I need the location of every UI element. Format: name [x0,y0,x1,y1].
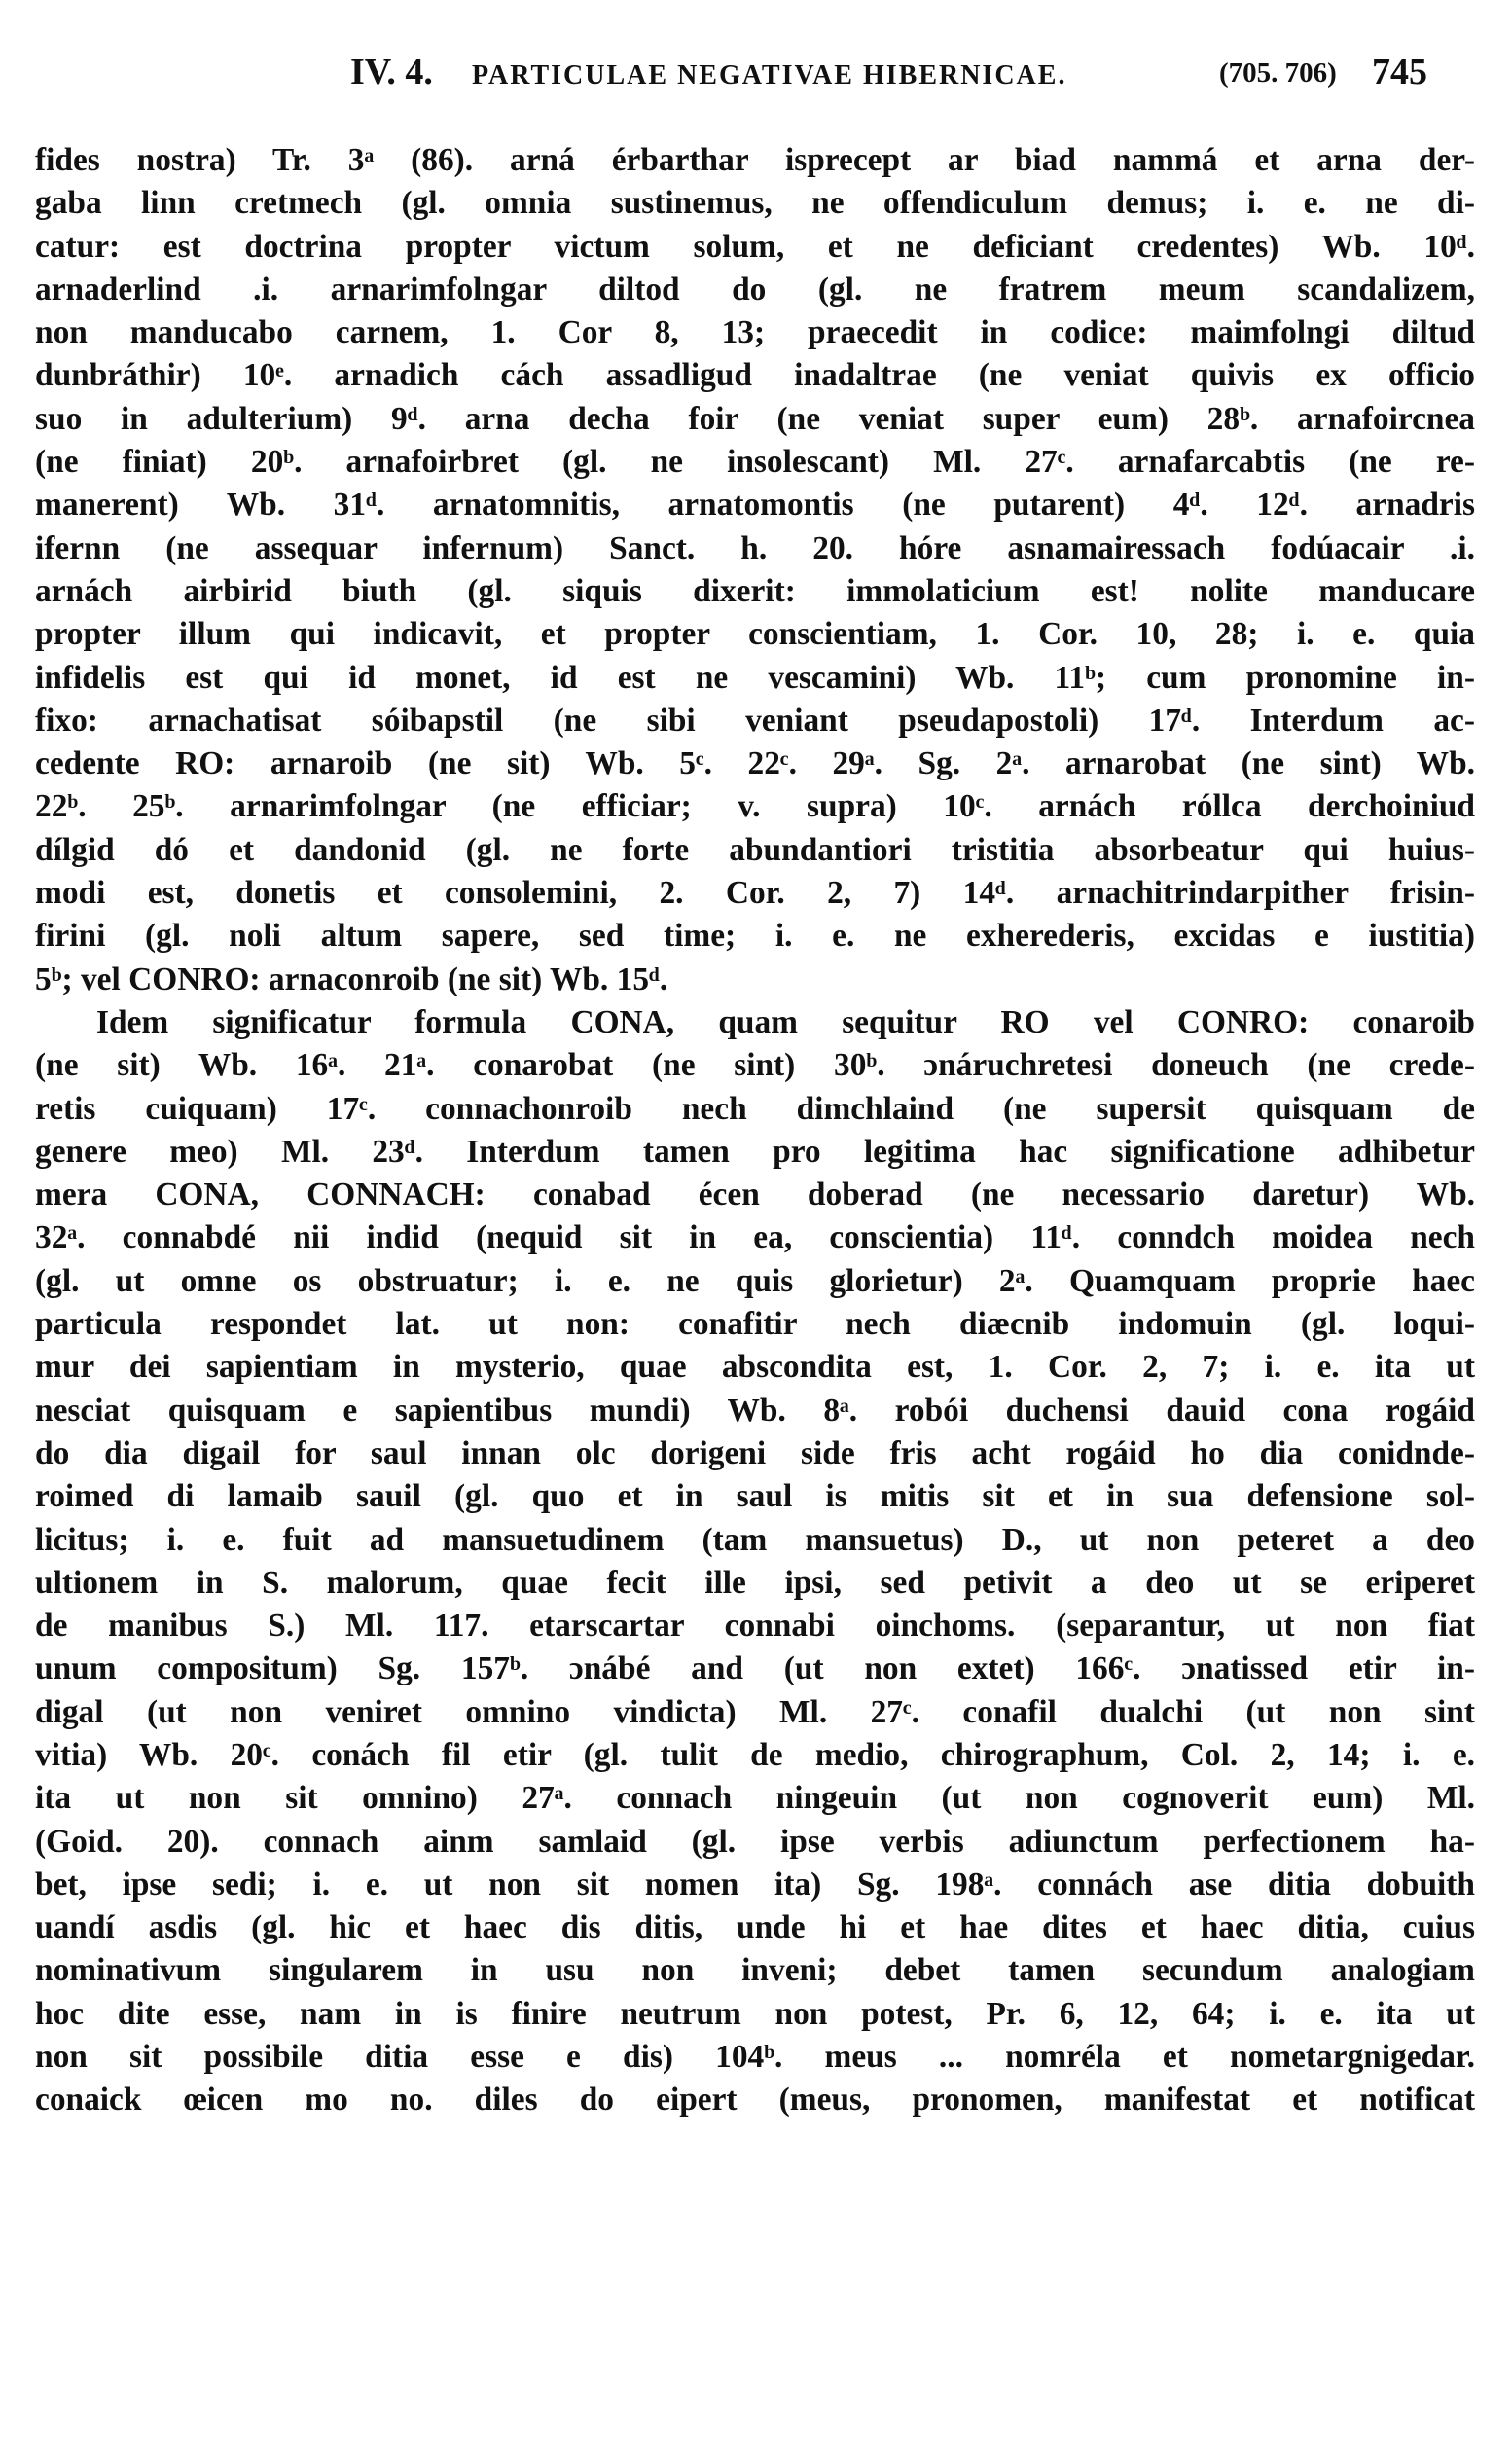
text-line: gaba linn cretmech (gl. omnia sustinemus, ne offendiculum demus; i. e. ne di- [35,185,1475,222]
text-line: fides nostra) Tr. 3ᵃ (86). arná érbarthar isprecept ar biad nammá et arna der- [35,142,1475,178]
text-line: hoc dite esse, nam in is finire neutrum non potest, Pr. 6, 12, 64; i. e. ita ut [35,1995,1475,2032]
text-line: nesciat quisquam e sapientibus mundi) Wb. 8ᵃ. robói duchensi dauid cona rogáid [35,1392,1475,1429]
body-text [35,139,1475,2122]
text-line: fixo: arnachatisat sóibapstil (ne sibi veniant pseudapostoli) 17ᵈ. Interdum ac- [35,702,1475,739]
running-head [350,51,1469,99]
text-line: infidelis est qui id monet, id est ne vescamini) Wb. 11ᵇ; cum pronomine in- [35,659,1475,696]
text-line: ultionem in S. malorum, quae fecit ille ipsi, sed petivit a deo ut se eriperet [35,1564,1475,1601]
text-line: (Goid. 20). connach ainm samlaid (gl. ipse verbis adiunctum perfectionem ha- [35,1823,1475,1860]
text-line: licitus; i. e. fuit ad mansuetudinem (tam mansuetus) D., ut non peteret a deo [35,1521,1475,1558]
text-line: unum compositum) Sg. 157ᵇ. ɔnábé and (ut non extet) 166ᶜ. ɔnatissed etir in- [35,1650,1475,1687]
text-line: mur dei sapientiam in mysterio, quae abscondita est, 1. Cor. 2, 7; i. e. ita ut [35,1349,1475,1386]
text-line: arnaderlind .i. arnarimfolngar diltod do (gl. ne fratrem meum scandalizem, [35,271,1475,308]
text-line: vitia) Wb. 20ᶜ. conách fil etir (gl. tulit de medio, chirographum, Col. 2, 14; i. e. [35,1736,1475,1773]
text-line: suo in adulterium) 9ᵈ. arna decha foir (ne veniat super eum) 28ᵇ. arnafoircnea [35,400,1475,437]
text-line: (gl. ut omne os obstruatur; i. e. ne quis glorietur) 2ᵃ. Quamquam proprie haec [35,1262,1475,1299]
text-line: firini (gl. noli altum sapere, sed time; i. e. ne exherederis, excidas e iustitia) [35,918,1475,955]
text-line: ita ut non sit omnino) 27ᵃ. connach ningeuin (ut non cognoverit eum) Ml. [35,1780,1475,1817]
text-line: de manibus S.) Ml. 117. etarscartar connabi oinchoms. (separantur, ut non fiat [35,1608,1475,1645]
text-line: (ne sit) Wb. 16ᵃ. 21ᵃ. conarobat (ne sint) 30ᵇ. ɔnáruchretesi doneuch (ne crede- [35,1047,1475,1084]
text-line: 5ᵇ; vel CONRO: arnaconroib (ne sit) Wb. 15ᵈ. [35,960,668,997]
text-line: arnách airbirid biuth (gl. siquis dixerit: immolaticium est! nolite manducare [35,572,1475,609]
text-line: uandí asdis (gl. hic et haec dis ditis, unde hi et hae dites et haec ditia, cuius [35,1909,1475,1946]
text-line: 22ᵇ. 25ᵇ. arnarimfolngar (ne efficiar; v. supra) 10ᶜ. arnách róllca derchoiniud [35,788,1475,825]
text-line: catur: est doctrina propter victum solum, et ne deficiant credentes) Wb. 10ᵈ. [35,228,1475,265]
text-line: modi est, donetis et consolemini, 2. Cor. 2, 7) 14ᵈ. arnachitrindarpither frisin- [35,875,1475,912]
text-line: genere meo) Ml. 23ᵈ. Interdum tamen pro legitima hac significatione adhibetur [35,1133,1475,1170]
text-line: particula respondet lat. ut non: conafitir nech diæcnib indomuin (gl. loqui- [35,1306,1475,1343]
text-line: cedente RO: arnaroib (ne sit) Wb. 5ᶜ. 22ᶜ. 29ᵃ. Sg. 2ᵃ. arnarobat (ne sint) Wb. [35,745,1475,782]
text-line: 32ᵃ. connabdé nii indid (nequid sit in ea, conscientia) 11ᵈ. conndch moidea nech [35,1219,1475,1256]
text-line: conaick œicen mo no. diles do eipert (meus, pronomen, manifestat et notificat [35,2082,1475,2119]
text-line: ifernn (ne assequar infernum) Sanct. h. 20. hóre asnamairessach fodúacair .i. [35,529,1475,566]
text-line: nominativum singularem in usu non inveni; debet tamen secundum analogiam [35,1952,1475,1989]
text-line: non manducabo carnem, 1. Cor 8, 13; praecedit in codice: maimfolngi diltud [35,314,1475,351]
section-number: IV. 4. [350,52,433,92]
text-line: retis cuiquam) 17ᶜ. connachonroib nech dimchlaind (ne supersit quisquam de [35,1090,1475,1127]
section-reference: (705. 706) [1219,57,1337,89]
text-line: Idem significatur formula CONA, quam sequitur RO vel CONRO: conaroib [96,1003,1475,1040]
text-line: propter illum qui indicavit, et propter conscientiam, 1. Cor. 10, 28; i. e. quia [35,616,1475,653]
text-line: do dia digail for saul innan olc dorigeni side fris acht rogáid ho dia conidnde- [35,1434,1475,1471]
text-line: bet, ipse sedi; i. e. ut non sit nomen ita) Sg. 198ᵃ. connách ase ditia dobuith [35,1866,1475,1902]
text-line: (ne finiat) 20ᵇ. arnafoirbret (gl. ne insolescant) Ml. 27ᶜ. arnafarcabtis (ne re- [35,444,1475,481]
text-line: dílgid dó et dandonid (gl. ne forte abundantiori tristitia absorbeatur qui huius- [35,831,1475,868]
page-number: 745 [1372,52,1427,92]
text-line: non sit possibile ditia esse e dis) 104ᵇ. meus ... nomréla et nometargnigedar. [35,2039,1475,2076]
page-title: PARTICULAE NEGATIVAE HIBERNICAE. [472,60,1067,91]
text-line: manerent) Wb. 31ᵈ. arnatomnitis, arnatomontis (ne putarent) 4ᵈ. 12ᵈ. arnadris [35,487,1475,524]
text-line: mera CONA, CONNACH: conabad écen doberad (ne necessario daretur) Wb. [35,1177,1475,1214]
paragraph-2 [35,1001,1475,2122]
text-line: digal (ut non veniret omnino vindicta) Ml. 27ᶜ. conafil dualchi (ut non sint [35,1693,1475,1730]
paragraph-1 [35,139,1475,1001]
text-line: dunbráthir) 10ᵉ. arnadich cách assadligud inadaltrae (ne veniat quivis ex officio [35,357,1475,394]
text-line: roimed di lamaib sauil (gl. quo et in saul is mitis sit et in sua defensione sol- [35,1478,1475,1515]
